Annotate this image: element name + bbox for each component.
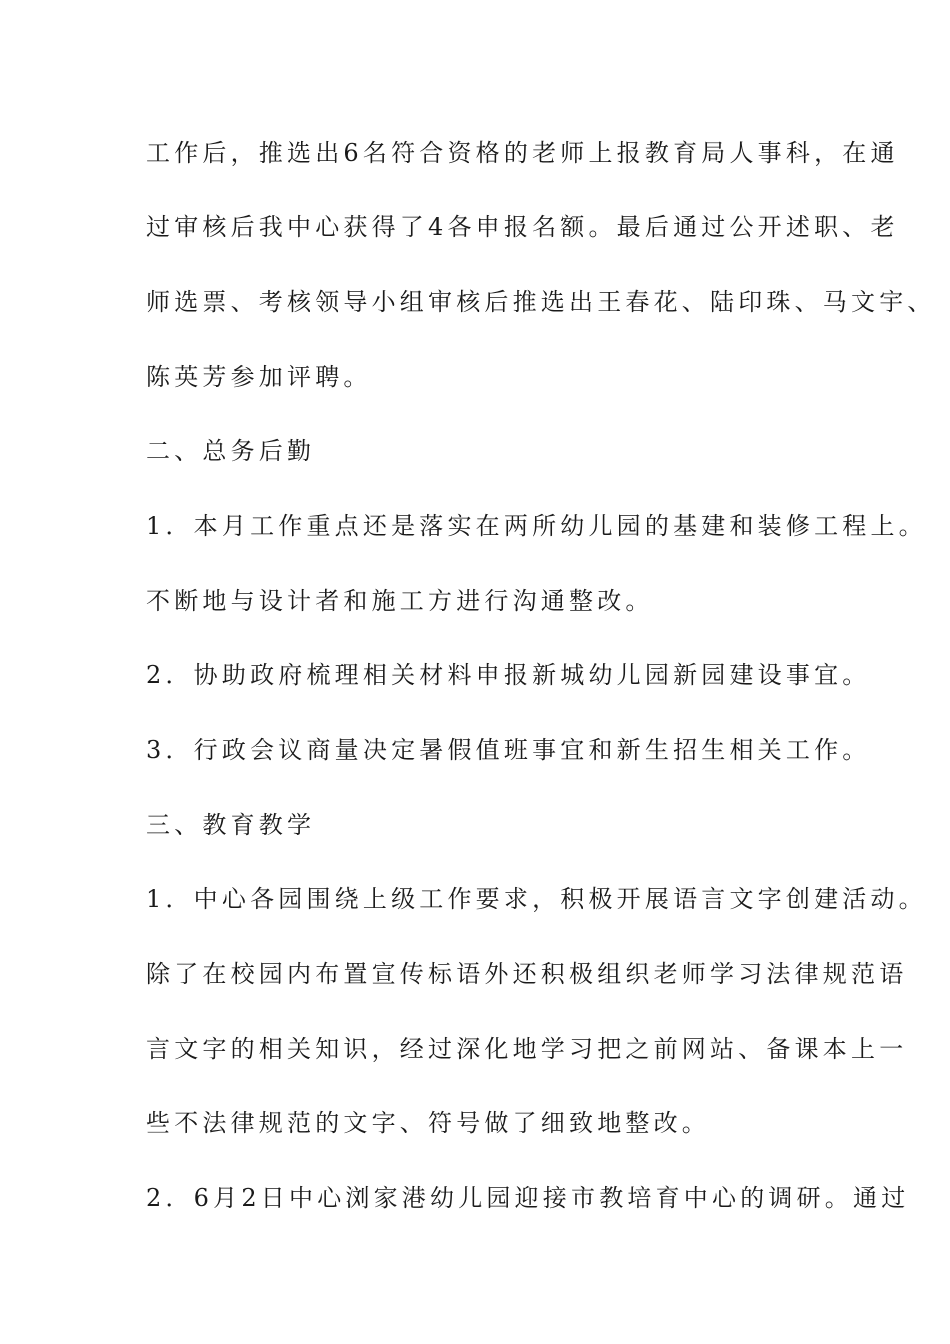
paragraph-line: 不断地与设计者和施工方进行沟通整改。 bbox=[146, 587, 654, 615]
paragraph-line: 些不法律规范的文字、符号做了细致地整改。 bbox=[146, 1109, 710, 1137]
list-item-line: 2．6月2日中心浏家港幼儿园迎接市教培育中心的调研。通过 bbox=[146, 1184, 910, 1212]
list-item-line: 1．中心各园围绕上级工作要求，积极开展语言文字创建活动。 bbox=[146, 885, 927, 913]
paragraph-line: 言文字的相关知识，经过深化地学习把之前网站、备课本上一 bbox=[146, 1035, 908, 1063]
section-heading: 二、总务后勤 bbox=[146, 437, 316, 465]
paragraph-line: 工作后，推选出6名符合资格的老师上报教育局人事科，在通 bbox=[146, 139, 899, 167]
list-item-line: 2．协助政府梳理相关材料申报新城幼儿园新园建设事宜。 bbox=[146, 661, 871, 689]
list-item-line: 3．行政会议商量决定暑假值班事宜和新生招生相关工作。 bbox=[146, 736, 871, 764]
list-item-line: 1．本月工作重点还是落实在两所幼儿园的基建和装修工程上。 bbox=[146, 512, 927, 540]
paragraph-line: 陈英芳参加评聘。 bbox=[146, 363, 372, 391]
paragraph-line: 师选票、考核领导小组审核后推选出王春花、陆印珠、马文宇、 bbox=[146, 288, 936, 316]
paragraph-line: 除了在校园内布置宣传标语外还积极组织老师学习法律规范语 bbox=[146, 960, 908, 988]
paragraph-line: 过审核后我中心获得了4各申报名额。最后通过公开述职、老 bbox=[146, 213, 899, 241]
section-heading: 三、教育教学 bbox=[146, 811, 316, 839]
